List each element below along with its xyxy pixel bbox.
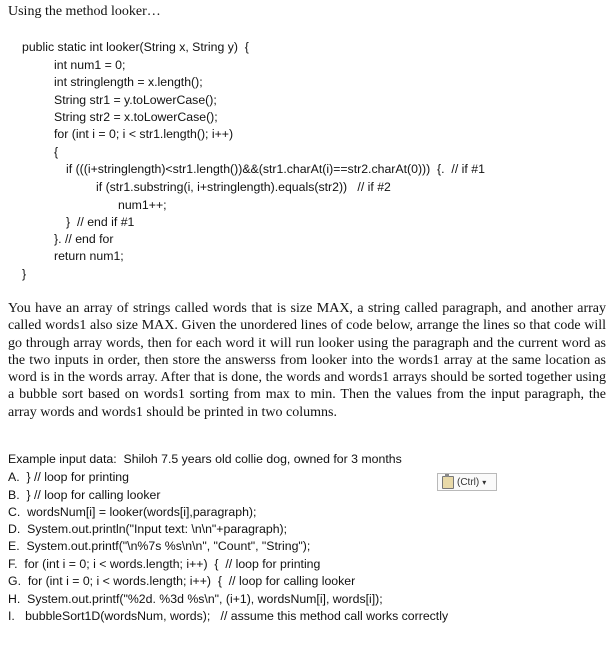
option-g: G. for (int i = 0; i < words.length; i++) { // loop for calling looker <box>8 574 356 588</box>
paste-options-label: (Ctrl) <box>457 476 480 488</box>
code-line: String str1 = y.toLowerCase(); <box>54 93 217 107</box>
paste-options-button[interactable] <box>437 473 497 491</box>
option-b: B. } // loop for calling looker <box>8 488 161 502</box>
code-line: { <box>54 145 59 159</box>
code-line: }. // end for <box>54 232 114 246</box>
problem-statement <box>8 300 606 421</box>
code-line: for (int i = 0; i < str1.length(); i++) <box>54 127 234 141</box>
example-input: Example input data: Shiloh 7.5 years old collie dog, owned for 3 months <box>8 452 402 466</box>
clipboard-icon <box>442 476 454 489</box>
option-d: D. System.out.println("Input text: \n\n"+paragraph); <box>8 522 288 536</box>
option-h: H. System.out.printf("%2d. %3d %s\n", (i+1), wordsNum[i], words[i]); <box>8 592 383 606</box>
code-line: String str2 = x.toLowerCase(); <box>54 110 218 124</box>
problem-paragraph: You have an array of strings called words that is size MAX, a string called paragraph, and another array called words1 also size MAX. Given the unordered lines of code below, arrange the lines so that code will go through array words, then for each word it will run looker using the paragraph and the current word as the two inputs in order, then store the answerss from looker into the words1 array at the same location as word is in the words array. After that is done, the words and words1 arrays should be sorted together using a bubble sort based on words1 sorting from max to min. Then the values from the input paragraph, the array words and words1 should be printed in two columns. <box>8 301 606 420</box>
code-line: } // end if #1 <box>66 215 135 229</box>
chevron-down-icon: ▾ <box>482 477 487 487</box>
code-line: int stringlength = x.length(); <box>54 75 203 89</box>
option-f: F. for (int i = 0; i < words.length; i++) { // loop for printing <box>8 557 321 571</box>
code-line: num1++; <box>118 198 167 212</box>
intro-title: Using the method looker… <box>8 4 161 19</box>
option-i: I. bubbleSort1D(wordsNum, words); // assume this method call works correctly <box>8 609 449 623</box>
code-line: return num1; <box>54 249 124 263</box>
option-a: A. } // loop for printing <box>8 470 129 484</box>
code-line: } <box>22 267 27 281</box>
code-line: int num1 = 0; <box>54 58 126 72</box>
code-line: if (((i+stringlength)<str1.length())&&(str1.charAt(i)==str2.charAt(0))) {. // if #1 <box>66 162 485 176</box>
option-c: C. wordsNum[i] = looker(words[i],paragraph); <box>8 505 257 519</box>
code-line: if (str1.substring(i, i+stringlength).equals(str2)) // if #2 <box>96 180 391 194</box>
code-line: public static int looker(String x, String y) { <box>22 40 249 54</box>
option-e: E. System.out.printf("\n%7s %s\n\n", "Count", "String"); <box>8 539 311 553</box>
